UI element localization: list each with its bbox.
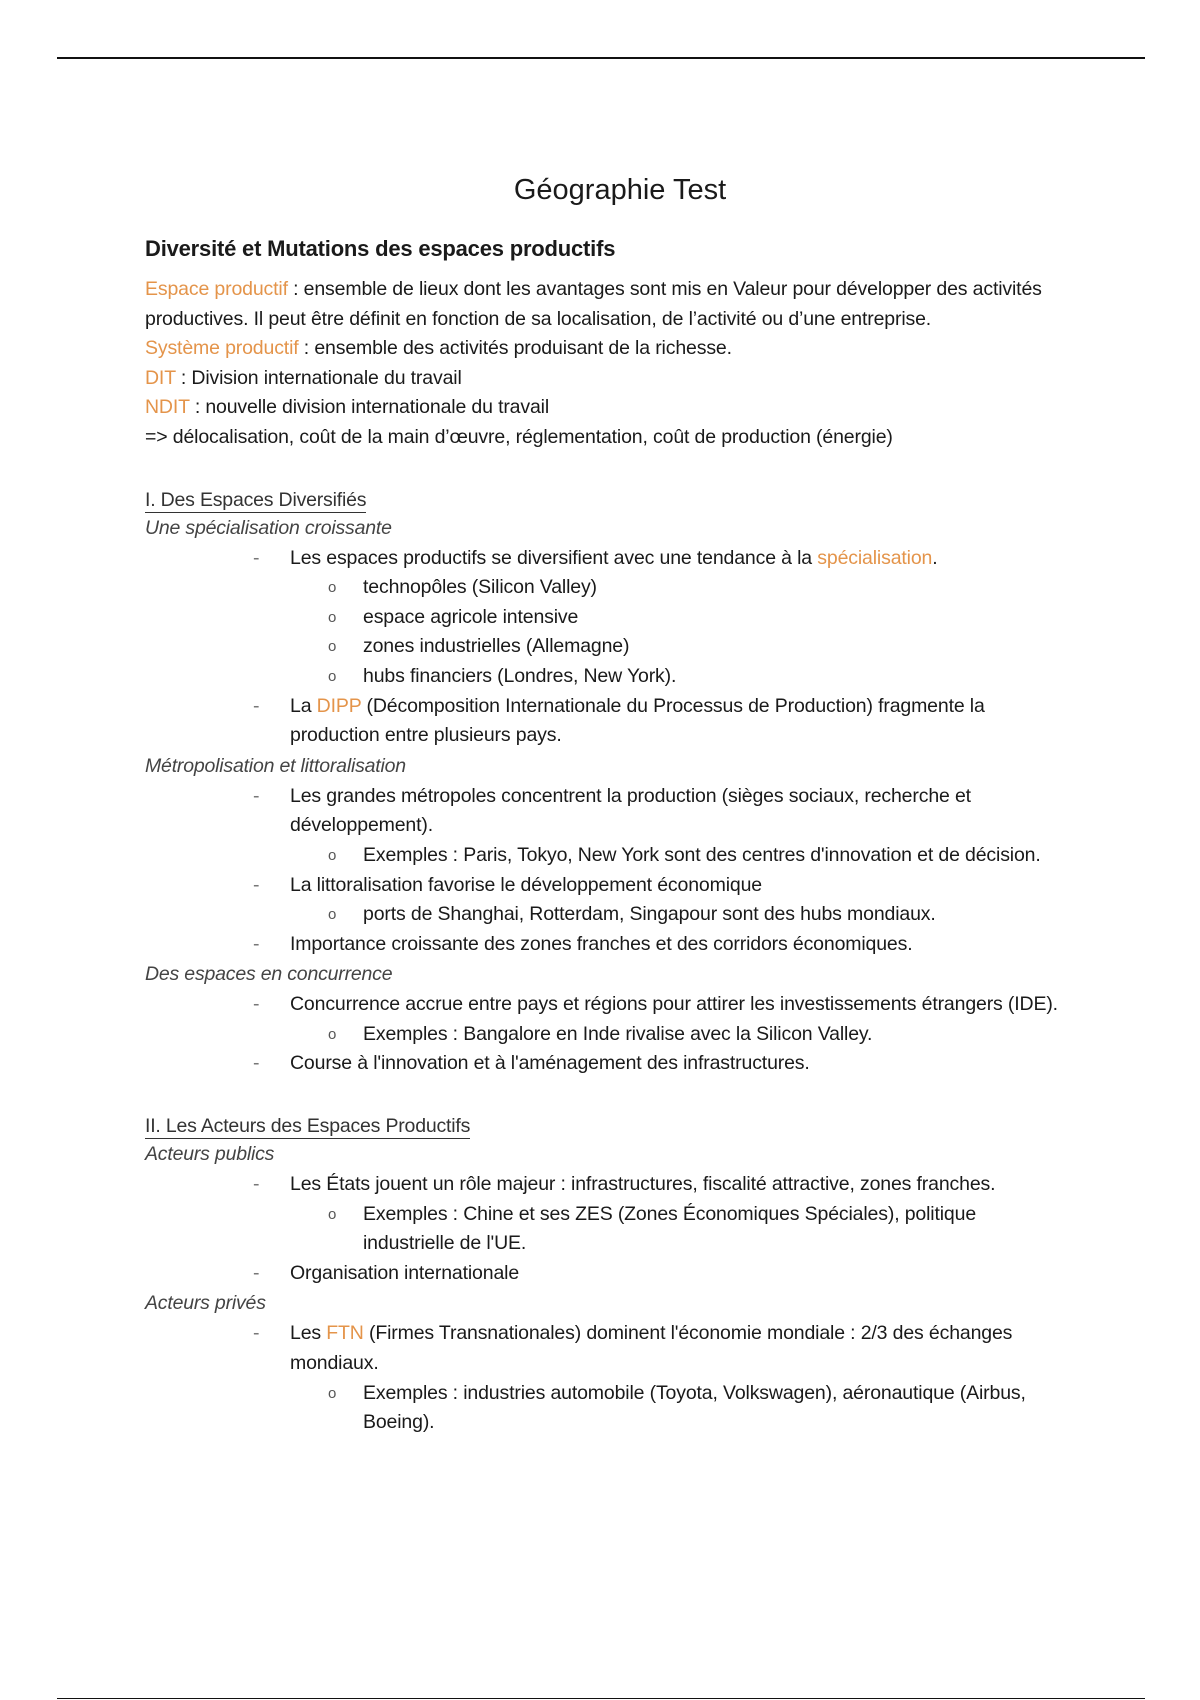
bottom-rule: [57, 1698, 1145, 1699]
definition-ndit: [145, 393, 1065, 423]
circle-bullet: o: [328, 667, 337, 685]
consequences-line: => délocalisation, coût de la main d’œuvre, réglementation, coût de production (énergie): [145, 425, 893, 448]
circle-bullet: o: [328, 846, 337, 864]
item-text: Importance croissante des zones franches et des corridors économiques.: [290, 932, 913, 955]
item-text: Les espaces productifs se diversifient avec une tendance à la: [290, 546, 818, 569]
subsection-title: Acteurs publics: [145, 1143, 275, 1166]
list-item: [145, 1319, 1065, 1437]
definition-espace-productif: [145, 275, 1065, 334]
sub-list: [290, 573, 1065, 691]
item-text: ports de Shanghai, Rotterdam, Singapour sont des hubs mondiaux.: [363, 903, 936, 926]
subsection-title: Des espaces en concurrence: [145, 963, 393, 986]
item-text: hubs financiers (Londres, New York).: [363, 664, 677, 687]
definition-text: : Division internationale du travail: [175, 366, 462, 389]
term: Espace productif: [145, 278, 288, 300]
list-item: [145, 1259, 1065, 1289]
term: Système productif: [145, 337, 299, 360]
dash-bullet: -: [253, 784, 260, 807]
document-subtitle: Diversité et Mutations des espaces productifs: [145, 236, 616, 261]
list-item: [145, 1170, 1065, 1259]
bullet-list: [145, 1319, 1065, 1437]
list-item: [145, 1049, 1065, 1079]
definition-text: : nouvelle division internationale du travail: [189, 396, 550, 419]
top-rule: [57, 57, 1145, 59]
spacer: [145, 1079, 1065, 1110]
list-item: [145, 782, 1065, 871]
item-text: (Firmes Transnationales) dominent l'économie mondiale : 2/3 des échanges mondiaux.: [290, 1322, 1013, 1375]
term: FTN: [326, 1322, 364, 1345]
item-text: (Décomposition Internationale du Processus de Production) fragmente la production entre plusieurs pays.: [290, 694, 985, 747]
definition-systeme-productif: [145, 334, 1065, 364]
item-text: technopôles (Silicon Valley): [363, 576, 597, 599]
definition-text: : ensemble des activités produisant de la richesse.: [298, 337, 732, 360]
item-text: Concurrence accrue entre pays et régions pour attirer les investissements étrangers (IDE).: [290, 993, 1058, 1016]
section-heading: II. Les Acteurs des Espaces Productifs: [145, 1110, 470, 1139]
sub-list-item: [290, 662, 1065, 692]
document-page: [145, 168, 1065, 1438]
sub-list-item: [290, 1200, 1065, 1259]
item-text: Exemples : industries automobile (Toyota, Volkswagen), aéronautique (Airbus, Boeing).: [363, 1381, 1026, 1434]
item-text: .: [932, 546, 938, 569]
page-title: Géographie Test: [513, 174, 727, 206]
section-2: [145, 1110, 1065, 1438]
definition-text: : ensemble de lieux dont les avantages sont mis en Valeur pour développer des activités productives. Il peut être définit en fonction de sa localisation, de l’activité ou d’une entreprise.: [145, 278, 1042, 330]
bullet-list: [145, 990, 1065, 1079]
circle-bullet: o: [328, 906, 337, 924]
term: DIPP: [316, 694, 362, 717]
definitions-block: [145, 275, 1065, 453]
dash-bullet: -: [253, 1261, 260, 1284]
sub-list: [290, 1379, 1065, 1438]
item-text: Exemples : Bangalore en Inde rivalise avec la Silicon Valley.: [363, 1022, 873, 1045]
sub-list-item: [290, 900, 1065, 930]
item-text: La littoralisation favorise le développement économique: [290, 873, 762, 896]
circle-bullet: o: [328, 638, 337, 656]
sub-list-item: [290, 1020, 1065, 1050]
item-text: espace agricole intensive: [363, 605, 579, 628]
dash-bullet: -: [253, 932, 260, 955]
dash-bullet: -: [253, 1322, 260, 1345]
sub-list: [290, 1020, 1065, 1050]
dash-bullet: -: [253, 1052, 260, 1075]
dash-bullet: -: [253, 993, 260, 1016]
circle-bullet: o: [328, 1205, 337, 1223]
dash-bullet: -: [253, 546, 260, 569]
sub-list: [290, 841, 1065, 871]
item-text: Course à l'innovation et à l'aménagement des infrastructures.: [290, 1052, 810, 1075]
list-item: [145, 544, 1065, 692]
list-item: [145, 990, 1065, 1049]
section-heading: I. Des Espaces Diversifiés: [145, 484, 366, 513]
item-text: Les grandes métropoles concentrent la production (sièges sociaux, recherche et développement).: [290, 784, 971, 837]
list-item: [145, 692, 1065, 751]
circle-bullet: o: [328, 579, 337, 597]
dash-bullet: -: [253, 1173, 260, 1196]
circle-bullet: o: [328, 608, 337, 626]
item-text: Exemples : Chine et ses ZES (Zones Économiques Spéciales), politique industrielle de l'UE.: [363, 1202, 977, 1255]
section-1: [145, 484, 1065, 1080]
sub-list-item: [290, 603, 1065, 633]
subsection-title: Une spécialisation croissante: [145, 516, 392, 539]
sub-list-item: [290, 1379, 1065, 1438]
bullet-list: [145, 782, 1065, 960]
subsection-title: Acteurs privés: [145, 1292, 266, 1315]
sub-list: [290, 1200, 1065, 1259]
sub-list-item: [290, 841, 1065, 871]
sub-list: [290, 900, 1065, 930]
item-text: Les États jouent un rôle majeur : infrastructures, fiscalité attractive, zones franches.: [290, 1173, 996, 1196]
dash-bullet: -: [253, 694, 260, 717]
item-text: Exemples : Paris, Tokyo, New York sont des centres d'innovation et de décision.: [363, 843, 1041, 866]
item-text: zones industrielles (Allemagne): [363, 635, 630, 658]
item-text: Les: [290, 1322, 327, 1345]
definition-dit: [145, 364, 1065, 394]
term: NDIT: [145, 396, 190, 419]
spacer: [145, 453, 1065, 484]
item-text: Organisation internationale: [290, 1261, 520, 1284]
bullet-list: [145, 1170, 1065, 1288]
list-item: [145, 871, 1065, 930]
dash-bullet: -: [253, 873, 260, 896]
sub-list-item: [290, 632, 1065, 662]
circle-bullet: o: [328, 1025, 337, 1043]
bullet-list: [145, 544, 1065, 751]
sub-list-item: [290, 573, 1065, 603]
item-text: La: [290, 694, 317, 717]
term: spécialisation: [817, 546, 933, 569]
subsection-title: Métropolisation et littoralisation: [145, 754, 406, 777]
circle-bullet: o: [328, 1384, 337, 1402]
term: DIT: [145, 366, 176, 389]
list-item: [145, 930, 1065, 960]
